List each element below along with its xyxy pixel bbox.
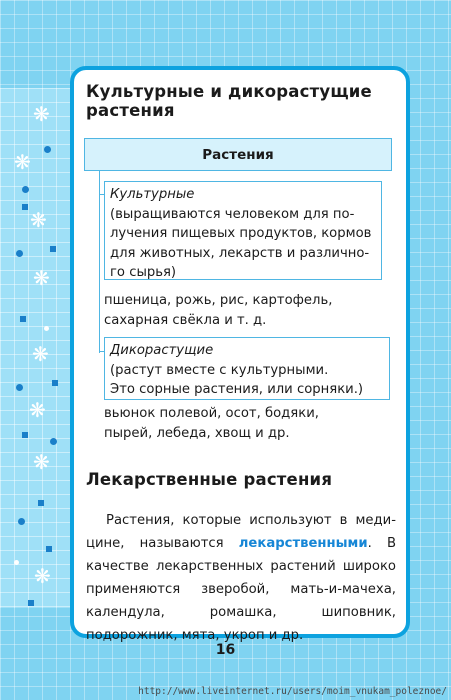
snowflake-icon: ❋ xyxy=(34,564,51,588)
dot-icon xyxy=(44,146,51,153)
section-title: Лекарственные растения xyxy=(86,470,333,489)
category-description-line: го сырья) xyxy=(110,265,177,280)
section-paragraph xyxy=(86,509,396,647)
category-name: Дикорастущие xyxy=(110,343,214,358)
page-number: 16 xyxy=(215,642,236,658)
example-line: пшеница, рожь, рис, картофель, xyxy=(104,293,333,308)
example-line: сахарная свёкла и т. д. xyxy=(104,313,267,328)
square-icon xyxy=(28,600,34,606)
plants-header-box: Растения xyxy=(84,138,392,171)
tree-connector-line xyxy=(99,171,100,353)
category-name: Культурные xyxy=(110,187,195,202)
snowflake-icon: ❋ xyxy=(14,150,31,174)
paragraph-text: . В качестве лекарственных растений широко применяются зверобой, мать-и-мачеха, календула, ромашка, шиповник, подорожник, мята, укроп и др. xyxy=(86,536,396,643)
snowflake-icon: ❋ xyxy=(33,102,50,126)
square-icon xyxy=(22,204,28,210)
category-description-line: Это сорные растения, или сорняки.) xyxy=(110,382,364,397)
snowflake-icon: ❋ xyxy=(33,266,50,290)
snowflake-icon: ❋ xyxy=(32,342,49,366)
square-icon xyxy=(22,432,28,438)
square-icon xyxy=(50,246,56,252)
snowflake-icon: ❋ xyxy=(33,450,50,474)
category-description-line: лучения пищевых продуктов, кормов xyxy=(110,226,372,241)
dot-icon xyxy=(16,250,23,257)
category-box-cultivated xyxy=(104,181,382,280)
category-box-wild xyxy=(104,337,390,400)
snowflake-icon: ❋ xyxy=(30,208,47,232)
example-line: вьюнок полевой, осот, бодяки, xyxy=(104,406,319,421)
paragraph-text: Растения, которые используют в меди-цине, называются xyxy=(86,513,396,551)
example-line: пырей, лебеда, хвощ и др. xyxy=(104,426,290,441)
snowflake-icon: ❋ xyxy=(29,398,46,422)
category-description-line: (растут вместе с культурными. xyxy=(110,362,329,378)
dot-icon xyxy=(18,518,25,525)
square-icon xyxy=(52,380,58,386)
dot-icon xyxy=(44,326,49,331)
category-description-line: для животных, лекарств и различно- xyxy=(110,245,370,261)
examples-cultivated xyxy=(104,291,332,331)
content-card xyxy=(70,66,410,643)
square-icon xyxy=(20,316,26,322)
square-icon xyxy=(38,500,44,506)
examples-wild xyxy=(104,404,319,444)
dot-icon xyxy=(16,384,23,391)
watermark-url: http://www.liveinternet.ru/users/moim_vnukam_poleznoe/ xyxy=(138,686,447,697)
dot-icon xyxy=(50,438,57,445)
highlight-term: лекарственными xyxy=(238,536,368,551)
page-title: Культурные и дикорастущие растения xyxy=(86,82,372,120)
dot-icon xyxy=(22,186,29,193)
category-description-line: (выращиваются человеком для по- xyxy=(110,206,355,222)
dot-icon xyxy=(14,560,19,565)
square-icon xyxy=(46,546,52,552)
